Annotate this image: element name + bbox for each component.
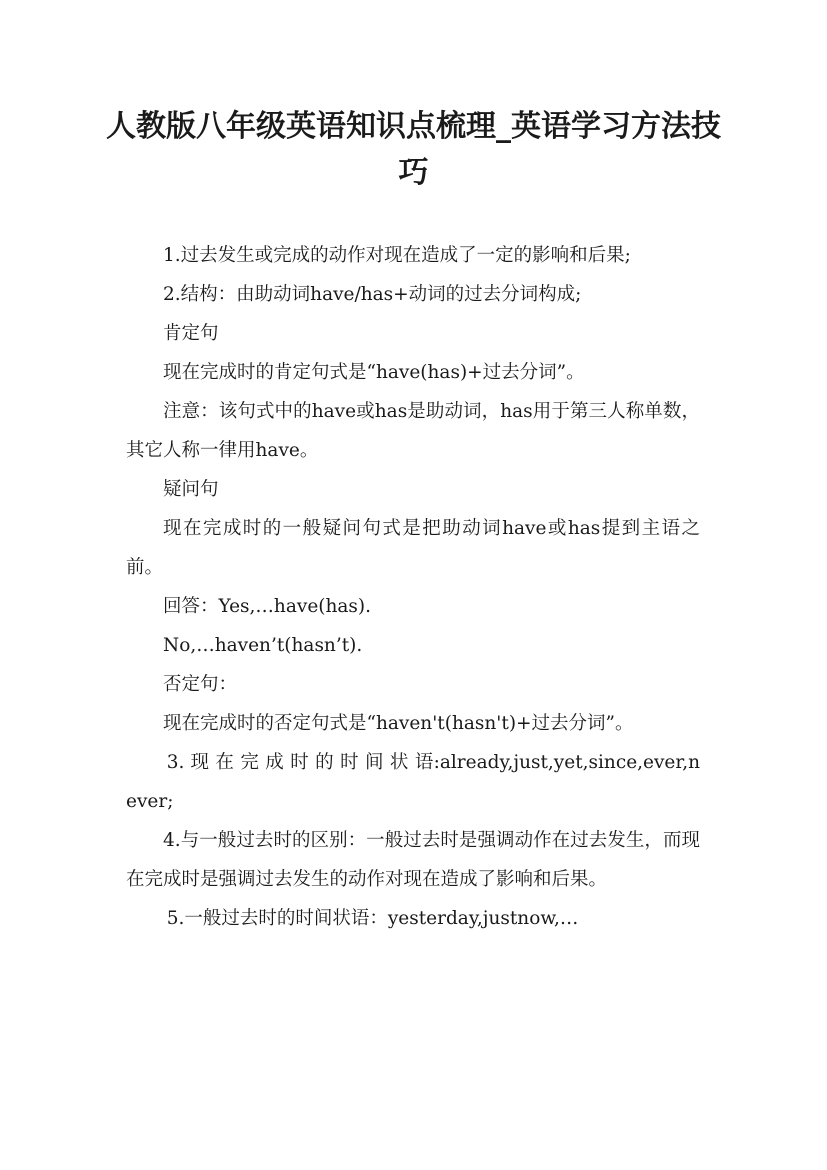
paragraph-4: 现在完成时的肯定句式是“have(has)+过去分词”。: [163, 362, 585, 383]
document-title: 人教版八年级英语知识点梳理_英语学习方法技巧: [106, 109, 721, 190]
paragraph-7: 现在完成时的一般疑问句式是把助动词have或has提到主语之前。: [126, 518, 700, 578]
document-body: [126, 236, 700, 938]
paragraph-5: 注意：该句式中的have或has是助动词，has用于第三人称单数，其它人称一律用have。: [126, 401, 700, 461]
paragraph-11: 现在完成时的否定句式是“haven't(hasn't)+过去分词”。: [163, 713, 634, 734]
paragraph-9: No,…haven’t(hasn’t).: [163, 635, 363, 656]
paragraph-14: 5.一般过去时的时间状语：yesterday,justnow,…: [166, 908, 579, 929]
paragraph-12: 3. 现 在 完 成 时 的 时 间 状 语:already,just,yet,since,ever,never;: [126, 752, 700, 812]
paragraph-2: 2.结构：由助动词have/has+动词的过去分词构成;: [163, 284, 582, 305]
paragraph-1: 1.过去发生或完成的动作对现在造成了一定的影响和后果;: [163, 245, 631, 266]
paragraph-10: 否定句：: [163, 674, 238, 695]
paragraph-13: 4.与一般过去时的区别：一般过去时是强调动作在过去发生，而现在完成时是强调过去发生的动作对现在造成了影响和后果。: [126, 830, 700, 890]
paragraph-8: 回答：Yes,…have(has).: [163, 596, 372, 617]
paragraph-3: 肯定句: [163, 323, 219, 344]
paragraph-6: 疑问句: [163, 479, 219, 500]
